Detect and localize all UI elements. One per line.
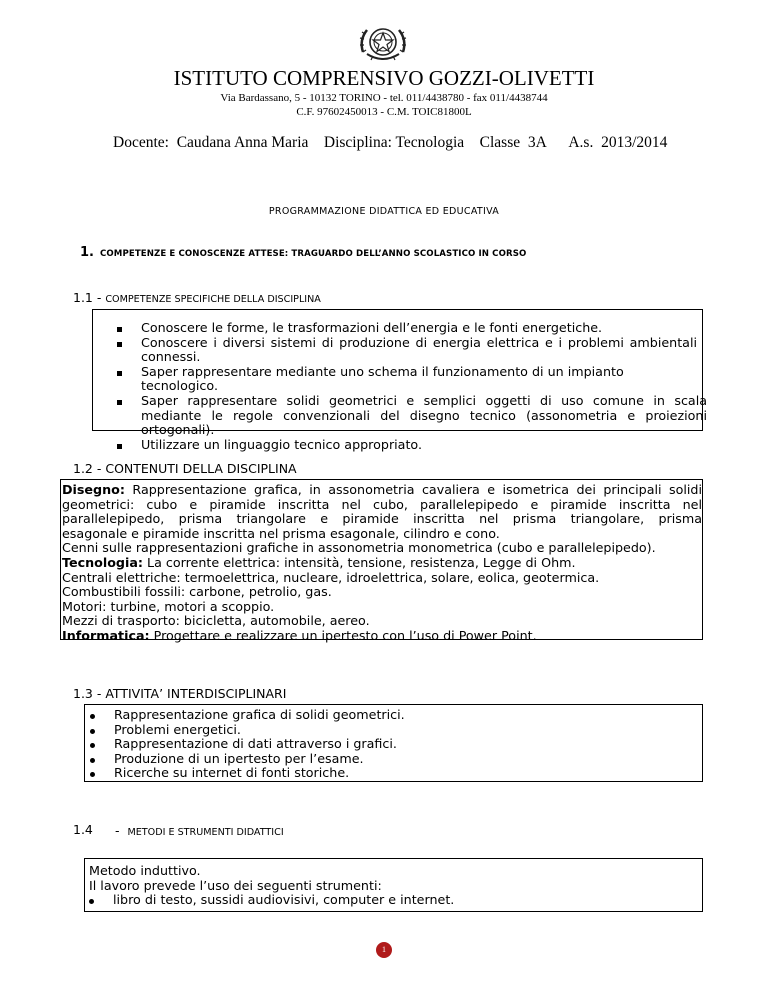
- section-1-2-heading: 1.2 - CONTENUTI DELLA DISCIPLINA: [73, 461, 297, 476]
- republic-emblem-icon: [357, 22, 409, 64]
- square-bullet-icon: [117, 400, 122, 405]
- bullet-icon: [90, 714, 95, 719]
- list-item: libro di testo, sussidi audiovisivi, computer e internet.: [89, 893, 689, 908]
- list-item: Ricerche su internet di fonti storiche.: [90, 766, 690, 781]
- section-1-heading: [80, 245, 526, 260]
- square-bullet-icon: [117, 327, 122, 332]
- section-1-1-number: 1.1 -: [73, 290, 102, 305]
- square-bullet-icon: [117, 371, 122, 376]
- section-1-4-title: - METODI E STRUMENTI DIDATTICI: [115, 823, 284, 838]
- square-bullet-icon: [117, 444, 122, 449]
- section-1-4-number: 1.4: [73, 822, 93, 837]
- tecnologia-label: Tecnologia:: [62, 554, 143, 570]
- competenze-list: [117, 320, 707, 452]
- bullet-icon: [89, 899, 94, 904]
- section-1-number: 1.: [80, 245, 94, 260]
- list-item: Utilizzare un linguaggio tecnico appropriato.: [117, 438, 697, 453]
- bullet-icon: [90, 729, 95, 734]
- attivita-list: [90, 708, 690, 781]
- school-address: Via Bardassano, 5 - 10132 TORINO - tel. 011/4438780 - fax 011/4438744: [220, 92, 548, 104]
- teacher-discipline-line: Docente: Caudana Anna Maria Disciplina: Tecnologia Classe 3A A.s. 2013/2014: [113, 134, 668, 151]
- bullet-icon: [90, 758, 95, 763]
- list-item: Conoscere i diversi sistemi di produzione di energia elettrica e i problemi ambientali connessi.: [117, 336, 697, 365]
- metodi-text: Metodo induttivo. Il lavoro prevede l’uso dei seguenti strumenti: libro di testo, sussidi audiovisivi, computer e internet.: [89, 864, 689, 908]
- list-item: Produzione di un ipertesto per l’esame.: [90, 752, 690, 767]
- list-item: Problemi energetici.: [90, 723, 690, 738]
- list-item: Rappresentazione grafica di solidi geometrici.: [90, 708, 690, 723]
- page-number: 1: [376, 942, 392, 958]
- section-1-1-heading: [73, 290, 321, 305]
- contenuti-text: Disegno: Rappresentazione grafica, in assonometria cavaliera e isometrica dei principali solidi geometrici: cubo e piramide inscritta nel cubo, parallelepipedo e piramide inscritta nel parallelepipedo, prisma triangolare e piramide inscritta nel prisma triangolare, prisma esagonale e piramide inscritta nel prisma esagonale, cilindro e cono. Cenni sulle rappresentazioni grafiche in assonometria monometrica (cubo e parallelepipedo). Tecnologia: La corrente elettrica: intensità, tensione, resistenza, Legge di Ohm. Centrali elettriche: termoelettrica, nucleare, idroelettrica, solare, eolica, geotermica. Combustibili fossili: carbone, petrolio, gas. Motori: turbine, motori a scoppio. Mezzi di trasporto: bicicletta, automobile, aereo. Informatica: Progettare e realizzare un ipertesto con l’uso di Power Point.: [62, 482, 702, 643]
- list-item: Saper rappresentare mediante uno schema il funzionamento di un impianto tecnologico.: [117, 365, 697, 394]
- school-name: ISTITUTO COMPRENSIVO GOZZI-OLIVETTI: [173, 66, 595, 90]
- school-codes: C.F. 97602450013 - C.M. TOIC81800L: [296, 106, 472, 118]
- list-item: Rappresentazione di dati attraverso i grafici.: [90, 737, 690, 752]
- section-1-title: COMPETENZE E CONOSCENZE ATTESE: TRAGUARDO DELL’ANNO SCOLASTICO IN CORSO: [99, 249, 527, 259]
- list-item: Conoscere le forme, le trasformazioni dell’energia e le fonti energetiche.: [117, 321, 697, 336]
- square-bullet-icon: [117, 342, 122, 347]
- bullet-icon: [90, 772, 95, 777]
- document-title: PROGRAMMAZIONE DIDATTICA ED EDUCATIVA: [268, 206, 500, 217]
- section-1-3-heading: 1.3 - ATTIVITA’ INTERDISCIPLINARI: [73, 686, 287, 701]
- disegno-label: Disegno:: [62, 482, 125, 497]
- list-item: Saper rappresentare solidi geometrici e semplici oggetti di uso comune in scala mediante le regole convenzionali del disegno tecnico (assonometria e proiezioni ortogonali).: [117, 394, 707, 438]
- bullet-icon: [90, 743, 95, 748]
- informatica-label: Informatica:: [62, 627, 150, 643]
- section-1-1-title: COMPETENZE SPECIFICHE DELLA DISCIPLINA: [105, 294, 321, 305]
- section-1-4-heading: [73, 822, 93, 837]
